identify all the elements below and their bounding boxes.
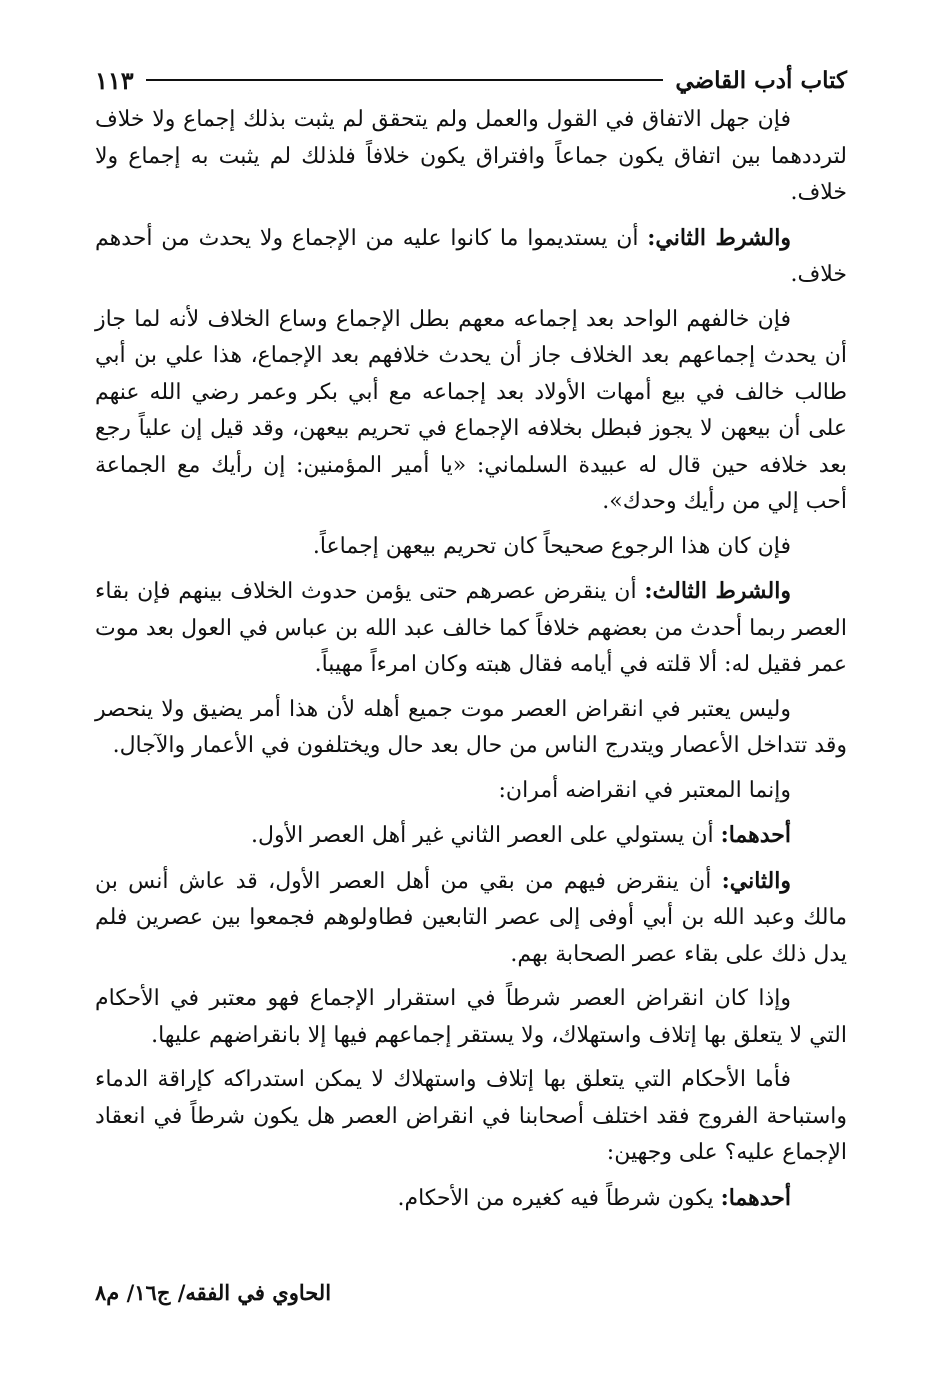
paragraph-text: وإذا كان انقراض العصر شرطاً في استقرار الإجماع فهو معتبر في الأحكام التي لا يتعلق بها إتلاف واستهلاك، ولا يستقر إجماعهم فيها إلا بانقراضهم عليها. — [95, 986, 847, 1048]
paragraph-4 — [95, 529, 847, 566]
paragraph-12 — [95, 1180, 847, 1218]
paragraph-text: وإنما المعتبر في انقراضه أمران: — [498, 777, 791, 803]
paragraph-text: أن ينقرض فيهم من بقي من أهل العصر الأول، قد عاش أنس بن مالك وعبد الله بن أبي أوفى إلى عصر التابعين فطاولوهم فجمعوا بين عصرين فلم يدل ذلك على بقاء عصر الصحابة بهم. — [95, 868, 847, 967]
paragraph-lead: أحدهما: — [720, 822, 791, 848]
paragraph-10 — [95, 981, 847, 1054]
paragraph-lead: أحدهما: — [720, 1184, 791, 1211]
paragraph-text: أن يستديموا ما كانوا عليه من الإجماع ولا يحدث من أحدهم خلاف. — [95, 225, 847, 287]
paragraph-9 — [95, 863, 847, 974]
paragraph-2 — [95, 220, 847, 294]
paragraph-text: أن يستولي على العصر الثاني غير أهل العصر الأول. — [251, 823, 721, 848]
paragraph-text: فإن خالفهم الواحد بعد إجماعه معهم بطل الإجماع وساع الخلاف لأنه لما جاز أن يحدث إجماعهم بعد الخلاف جاز أن يحدث خلافهم بعد الإجماع، هذا علي بن أبي طالب خالف في بيع أمهات الأولاد بعد إجماعه مع أبي بكر وعمر رضي الله عنهم على أن بيعهن لا يجوز فبطل بخلافه الإجماع في تحريم بيعهن، وقد قيل إن علياً رجع بعد خلافه حين قال له عبيدة السلماني: «يا أمير المؤمنين: إن رأيك مع الجماعة أحب إلي من رأيك وحدك». — [95, 306, 847, 514]
paragraph-1 — [95, 102, 847, 212]
paragraph-text: وليس يعتبر في انقراض العصر موت جميع أهله لأن هذا أمر يضيق ولا ينحصر وقد تتداخل الأعصار ويتدرج الناس من حال بعد حال ويختلفون في الأعمار والآجال. — [95, 696, 847, 758]
paragraph-text: فإن كان هذا الرجوع صحيحاً كان تحريم بيعهن إجماعاً. — [312, 533, 791, 559]
paragraph-lead: والشرط الثاني: — [647, 224, 791, 251]
paragraph-3 — [95, 302, 847, 521]
paragraph-text: أن ينقرض عصرهم حتى يؤمن حدوث الخلاف بينهم فإن بقاء العصر ربما أحدث من بعضهم خلافاً كما خالف عبد الله بن عباس في العول بعد موت عمر فقيل له: ألا قلته في أيامه فقال هبته وكان امرءاً مهيباً. — [95, 579, 847, 677]
paragraph-11 — [95, 1062, 847, 1172]
footer-text: الحاوي في الفقه/ ج١٦/ م٨ — [95, 1280, 332, 1305]
paragraph-text: فأما الأحكام التي يتعلق بها إتلاف واستهلاك لا يمكن استدراكه كإراقة الدماء واستباحة الفروج فقد اختلف أصحابنا في انقراض العصر هل يكون شرطاً في انعقاد الإجماع عليه؟ على وجهين: — [95, 1067, 847, 1165]
header-title: كتاب أدب القاضي — [675, 66, 847, 94]
running-header — [95, 60, 847, 100]
paragraph-lead: والشرط الثالث: — [644, 578, 791, 604]
header-rule — [146, 79, 664, 81]
paragraph-6 — [95, 692, 847, 765]
page — [95, 60, 847, 1225]
paragraph-text: يكون شرطاً فيه كغيره من الأحكام. — [397, 1185, 721, 1211]
page-footer — [95, 1280, 847, 1305]
page-number: ١١٣ — [95, 65, 134, 95]
page-body — [95, 102, 847, 1217]
paragraph-lead: والثاني: — [721, 867, 791, 894]
paragraph-5 — [95, 573, 847, 684]
paragraph-8 — [95, 817, 847, 855]
paragraph-text: فإن جهل الاتفاق في القول والعمل ولم يتحقق لم يثبت بذلك إجماع ولا خلاف لترددهما بين اتفاق يكون جماعاً وافتراق يكون خلافاً فلذلك لم يثبت به إجماع ولا خلاف. — [95, 107, 847, 205]
paragraph-7 — [95, 773, 847, 810]
